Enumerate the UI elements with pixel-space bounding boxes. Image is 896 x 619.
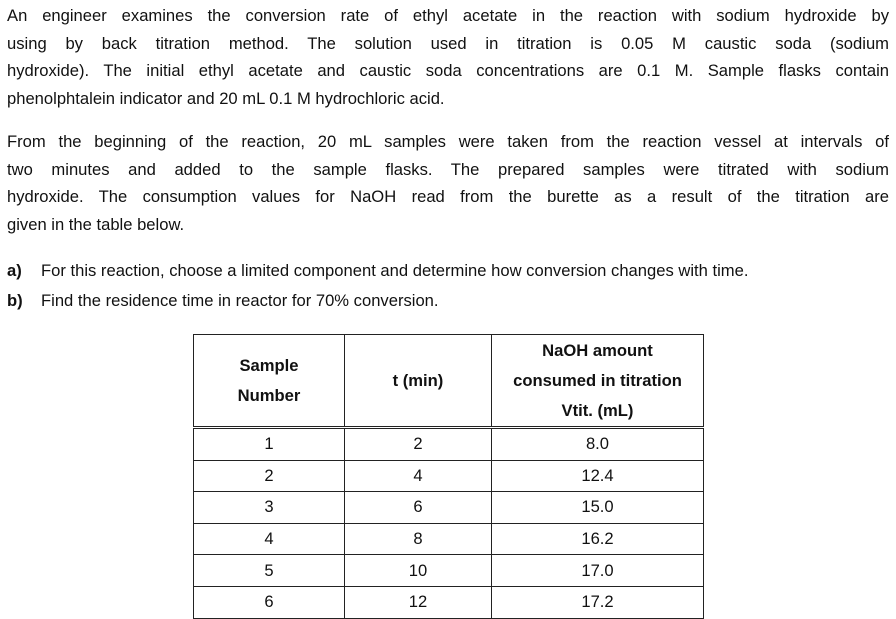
- question-label: b): [7, 291, 23, 310]
- header-naoh-consumed: [492, 335, 704, 428]
- table-row: [194, 492, 704, 524]
- text-line: An engineer examines the conversion rate of ethyl acetate in the reaction with sodium hydroxide by: [7, 6, 889, 25]
- header-line: consumed in titration: [513, 370, 682, 390]
- header-line: Number: [237, 385, 301, 405]
- table-row: [194, 460, 704, 492]
- question-b: [7, 287, 439, 314]
- table-row: [194, 555, 704, 587]
- table-row: [194, 523, 704, 555]
- cell-vtit: 8.0: [492, 428, 704, 461]
- cell-vtit: 12.4: [492, 460, 704, 492]
- question-text: For this reaction, choose a limited component and determine how conversion changes with time.: [41, 261, 749, 280]
- cell-time: 10: [345, 555, 492, 587]
- cell-vtit: 15.0: [492, 492, 704, 524]
- text-line: two minutes and added to the sample flasks. The prepared samples were titrated with sodium: [7, 159, 889, 179]
- text-line: hydroxide). The initial ethyl acetate and caustic soda concentrations are 0.1 M. Sample flasks contain: [7, 61, 889, 81]
- header-sample-number: [194, 335, 345, 428]
- problem-intro-paragraph: [7, 2, 889, 112]
- cell-sample: 2: [194, 460, 345, 492]
- cell-time: 4: [345, 460, 492, 492]
- text-line: using by back titration method. The solution used in titration is 0.05 M caustic soda (sodium: [7, 33, 889, 53]
- question-text: Find the residence time in reactor for 70% conversion.: [41, 291, 439, 310]
- text-line: phenolphtalein indicator and 20 mL 0.1 M hydrochloric acid.: [7, 88, 445, 108]
- header-line: Sample: [239, 355, 299, 375]
- cell-sample: 4: [194, 523, 345, 555]
- text-line: given in the table below.: [7, 214, 185, 234]
- header-line: t (min): [392, 370, 444, 390]
- question-label: a): [7, 261, 22, 280]
- sampling-procedure-paragraph: [7, 128, 889, 238]
- header-time: [345, 335, 492, 428]
- cell-sample: 5: [194, 555, 345, 587]
- table-row: [194, 586, 704, 618]
- titration-data-table: [193, 334, 704, 619]
- cell-vtit: 17.0: [492, 555, 704, 587]
- cell-time: 12: [345, 586, 492, 618]
- header-line: Vtit. (mL): [561, 400, 634, 420]
- text-line: hydroxide. The consumption values for NaOH read from the burette as a result of the titration are: [7, 187, 889, 207]
- cell-time: 2: [345, 428, 492, 461]
- cell-sample: 3: [194, 492, 345, 524]
- cell-vtit: 17.2: [492, 586, 704, 618]
- cell-vtit: 16.2: [492, 523, 704, 555]
- table-row: [194, 428, 704, 461]
- header-line: NaOH amount: [542, 340, 653, 360]
- cell-time: 6: [345, 492, 492, 524]
- table-header-row: [194, 335, 704, 428]
- cell-sample: 6: [194, 586, 345, 618]
- cell-sample: 1: [194, 428, 345, 461]
- cell-time: 8: [345, 523, 492, 555]
- text-line: From the beginning of the reaction, 20 mL samples were taken from the reaction vessel at intervals of: [7, 132, 889, 151]
- question-a: [7, 257, 748, 284]
